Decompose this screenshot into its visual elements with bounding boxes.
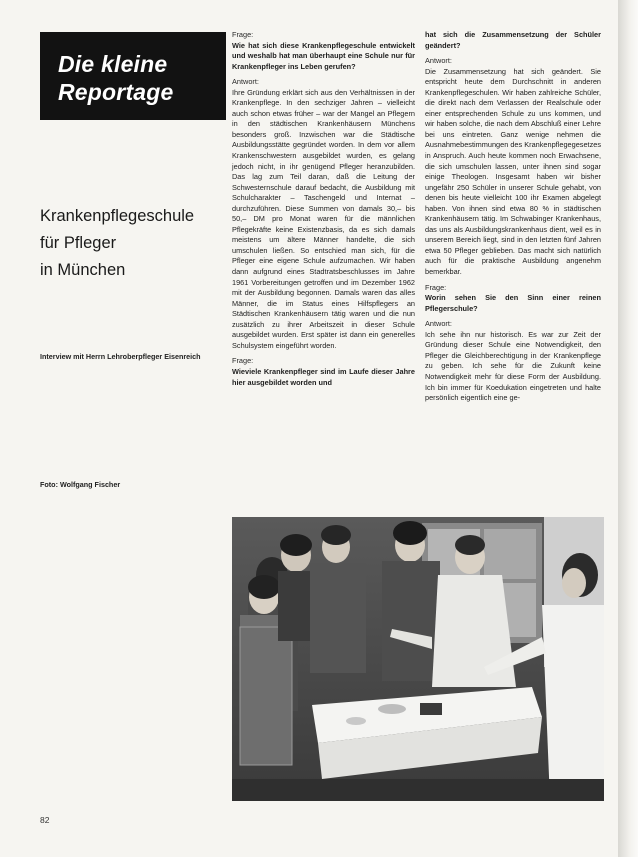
answer-label: Antwort:: [425, 56, 452, 66]
masthead-line-1: Die kleine: [58, 51, 168, 77]
question-text: hat sich die Zusammensetzung der Schüler geändert?: [425, 30, 601, 50]
answer-text: Ihre Gründung erklärt sich aus den Verhältnissen in der Krankenpflege. In den sechziger Jahren – vielleicht auch schon etwas früher – war der Mangel an Pflegern in den städtischen Krankenhäusern Münchens besonders groß. Inzwischen war die Städtische Ausbildungsstätte gegründet worden. In dem vor allem Krankenschwestern ausgebildet wurden, es gelang jedoch nicht, in ihr genügend Pfleger heranzubilden. Das lag zum Teil daran, daß die Leitung der Schwesternschule darauf bedacht, die Ausbildung mit Schulcharakter – Taschengeld und Internat – durchzuführen. Diese Summen von damals 30,– bis 50,– DM pro Monat waren für die männlichen Pflegekräfte keine Existenzbasis, da es sich damals meistens um ältere Männer handelte, die sich umschulen ließen. So entschied man sich, für die Pfleger eine eigene Schule aufzumachen. Wir haben dann aufgrund eines Stadtratsbeschlusses im Jahre 1961 Vorbereitungen getroffen und im Dezember 1962 mit der Ausbildung begonnen. Damals waren das alles Männer, die im Status eines Hilfspflegers an Städtischen Krankenhäusern tätig waren und die nun zusätzlich zu ihrer Arbeitszeit in dieser Schule ausgebildet wurden. Erst später ist dann ein generelles Schulsystem eingeführt worden.: [232, 87, 415, 350]
column-middle: [232, 30, 415, 393]
headline-line-2: für Pfleger: [40, 234, 117, 252]
interview-credit: Interview mit Herrn Lehroberpfleger Eisenreich: [40, 352, 201, 361]
classroom-photo: [232, 517, 604, 801]
qa-block: [425, 30, 601, 51]
qa-block: [232, 30, 415, 72]
page-edge-shadow: [618, 0, 638, 857]
page-number: 82: [40, 815, 50, 825]
classroom-photo-illustration: [232, 517, 604, 801]
masthead-line-2: Reportage: [58, 79, 174, 105]
question-label: Frage:: [425, 282, 447, 292]
headline-line-1: Krankenpflegeschule: [40, 207, 195, 225]
masthead-box: [40, 32, 226, 120]
photo-credit: Foto: Wolfgang Fischer: [40, 480, 121, 489]
question-text: Worin sehen Sie den Sinn einer reinen Pflegerschule?: [425, 293, 601, 313]
answer-label: Antwort:: [425, 319, 452, 329]
qa-block: [232, 77, 415, 351]
answer-text: Die Zusammensetzung hat sich geändert. Sie entspricht heute dem Durchschnitt in anderen Krankenpflegeschulen. Wir haben zahlreiche Schüler, die direkt nach dem Verlassen der Realschule oder einer entsprechenden Schule zu uns kommen, und wir haben solche, die nach dem Abschluß einer Lehre bei uns eintreten. Ganz wenige nehmen die Ausnahmebestimmungen des Krankenpflegegesetzes in Anspruch. Auch heute kommen noch Erwachsene, die sich umschulen lassen, unter ihnen sind sogar einige Theologen. Insgesamt haben wir bisher ungefähr 250 Schüler in unserer Schule gehabt, von denen bis heute vielleicht 100 ihr Examen abgelegt haben. Von ihnen sind etwa 80 % in städtischen Krankenhäusern tätig. Im Schwabinger Krankenhaus, das uns als Ausbildungskrankenhaus dient, weil es in unserem Bereich liegt, sind in den letzten fünf Jahren etwa 50 Pfleger geblieben. Das macht sich natürlich auch für die praktische Ausbildung angenehm bemerkbar.: [425, 66, 601, 277]
question-label: Frage:: [232, 30, 254, 39]
answer-label: Antwort:: [232, 77, 259, 87]
question-label: Frage:: [232, 356, 254, 366]
article-headline: [40, 203, 230, 284]
qa-block: [425, 283, 601, 315]
qa-block: [425, 56, 601, 277]
question-text: Wie hat sich diese Krankenpflegeschule entwickelt und weshalb hat man überhaupt eine Schule nur für Krankenpfleger ins Leben gerufen?: [232, 40, 415, 71]
qa-block: [232, 356, 415, 388]
answer-text: Ich sehe ihn nur historisch. Es war zur Zeit der Gründung dieser Schule eine Notwendigkeit, den Pfleger die Gleichberechtigung in der Krankenpflege zu geben. Ich sehe für die Zukunft keine Notwendigkeit mehr für diese Form der Ausbildung. Ich bin immer für Koedukation eingetreten und halte persönlich eigentlich eine ge-: [425, 329, 601, 403]
question-text: Wieviele Krankenpfleger sind im Laufe dieser Jahre hier ausgebildet worden und: [232, 366, 415, 387]
headline-line-3: in München: [40, 261, 126, 279]
column-right: [425, 30, 601, 409]
qa-block: [425, 319, 601, 403]
